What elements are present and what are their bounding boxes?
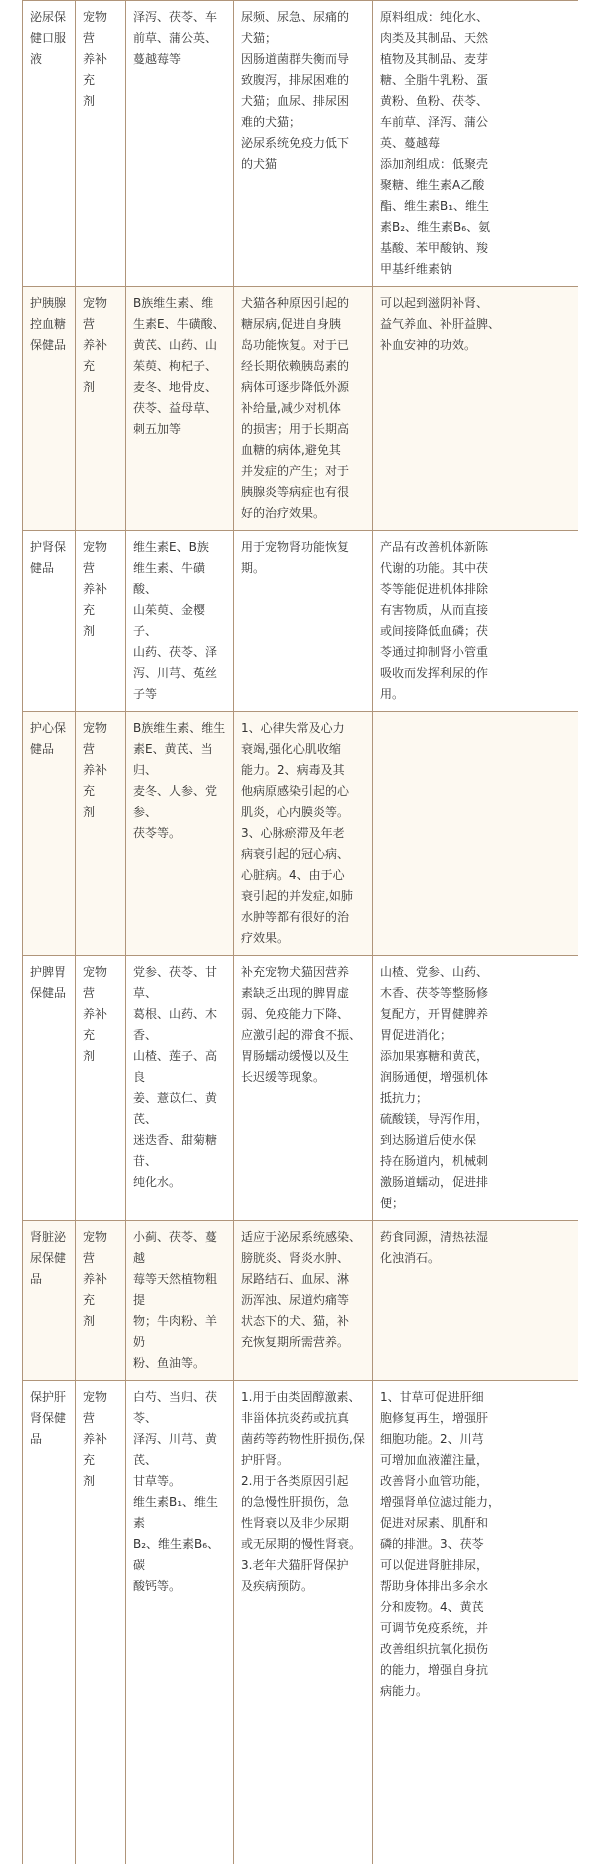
product-name-cell — [23, 712, 76, 956]
table-row — [23, 956, 579, 1221]
indications-text: 用于宠物肾功能恢复 期。 — [241, 540, 350, 575]
product-name-cell — [23, 1221, 76, 1381]
ingredients-cell — [126, 1221, 234, 1381]
product-category-cell — [76, 1221, 126, 1381]
product-name-text: 护胰腺 控血糖 保健品 — [30, 296, 67, 352]
indications-text: 尿频、尿急、尿痛的 犬猫； 因肠道菌群失衡而导 致腹泻，排尿困难的 犬猫；血尿、排尿困 难的犬猫； 泌尿系统免疫力低下 的犬猫 — [241, 10, 350, 171]
indications-text: 1.用于由类固醇激素、 非甾体抗炎药或抗真 菌药等药物性肝损伤,保 护肝肾。 2.用于各类原因引起 的急慢性肝损伤，急 性肾衰以及非少尿期 或无尿期的慢性肾衰。 3.老年犬猫肝肾保护 及疾病预防。 — [241, 1390, 365, 1593]
ingredients-cell — [126, 287, 234, 531]
table-row — [23, 1381, 579, 1864]
product-category-cell — [76, 531, 126, 712]
ingredients-cell — [126, 956, 234, 1221]
indications-cell — [234, 956, 373, 1221]
product-category-cell — [76, 956, 126, 1221]
indications-cell — [234, 1221, 373, 1381]
ingredients-text: B族维生素、维 生素E、牛磺酸、 黄芪、山药、山 茱萸、枸杞子、 麦冬、地骨皮、 茯苓、益母草、 刺五加等 — [133, 296, 225, 436]
product-name-text: 保护肝 肾保健 品 — [30, 1390, 67, 1446]
notes-text: 药食同源，清热祛湿 化浊消石。 — [380, 1230, 489, 1265]
ingredients-text: B族维生素、维生 素E、黄芪、当归、 麦冬、人参、党参、 茯苓等。 — [133, 721, 226, 840]
product-category-text: 宠物营 养补充 剂 — [83, 296, 108, 394]
notes-text: 山楂、党参、山药、 木香、茯苓等整肠修 复配方，开胃健脾养 胃促进消化； 添加果寡糖和黄芪， 润肠通便，增强机体 抵抗力； 硫酸镁，导泻作用， 到达肠道后使水保 持在肠道内，机械刺 激肠道蠕动，促进排 便； — [380, 965, 489, 1210]
notes-text: 1、甘草可促进肝细 胞修复再生，增强肝 细胞功能。2、川芎 可增加血液灌注量， 改善肾小血管功能， 增强肾单位滤过能力， 促进对尿素、肌酐和 磷的排泄。3、茯苓 可以促进肾脏排尿， 帮助身体排出多余水 分和废物。4、黄芪 可调节免疫系统，并 改善组织抗氧化损伤 的能力，增强自身抗 病能力。 — [380, 1390, 501, 1698]
product-name-text: 护肾保 健品 — [30, 540, 67, 575]
product-category-cell — [76, 712, 126, 956]
ingredients-text: 小蓟、茯苓、蔓越 莓等天然植物粗提 物；牛肉粉、羊奶 粉、鱼油等。 — [133, 1230, 218, 1370]
indications-text: 犬猫各种原因引起的 糖尿病,促进自身胰 岛功能恢复。对于已 经长期依赖胰岛素的 病体可逐步降低外源 补给量,减少对机体 的损害；用于长期高 血糖的病体,避免其 并发症的产生；对于 胰腺炎等病症也有很 好的治疗效果。 — [241, 296, 350, 520]
indications-text: 适应于泌尿系统感染、 膀胱炎、肾炎水肿、 尿路结石、血尿、淋 沥浑浊、尿道灼痛等 状态下的犬、猫，补 充恢复期所需营养。 — [241, 1230, 362, 1349]
product-name-cell — [23, 287, 76, 531]
pet-supplement-table — [22, 0, 578, 1864]
notes-cell — [373, 287, 579, 531]
notes-text: 原料组成：纯化水、 肉类及其制品、天然 植物及其制品、麦芽 糖、全脂牛乳粉、蛋 黄粉、鱼粉、茯苓、 车前草、泽泻、蒲公 英、蔓越莓 添加剂组成：低聚壳 聚糖、维生素A乙酸 酯、维生素B₁、维生 素B₂、维生素B₆、氨 基酸、苯甲酸钠、羧 甲基纤维素钠 — [380, 10, 491, 276]
ingredients-cell — [126, 531, 234, 712]
product-name-cell — [23, 1381, 76, 1864]
product-category-text: 宠物营 养补充 剂 — [83, 965, 108, 1063]
indications-cell — [234, 531, 373, 712]
product-name-text: 泌尿保 健口服 液 — [30, 10, 67, 66]
product-name-text: 护心保 健品 — [30, 721, 67, 756]
ingredients-cell — [126, 712, 234, 956]
product-category-text: 宠物营 养补充 剂 — [83, 540, 108, 638]
table-row — [23, 1221, 579, 1381]
table-row — [23, 1, 579, 287]
product-category-text: 宠物营 养补充 剂 — [83, 1230, 108, 1328]
product-name-cell — [23, 531, 76, 712]
indications-cell — [234, 1, 373, 287]
table-row — [23, 712, 579, 956]
product-category-text: 宠物营 养补充 剂 — [83, 721, 108, 819]
indications-cell — [234, 1381, 373, 1864]
table-row — [23, 531, 579, 712]
indications-cell — [234, 712, 373, 956]
product-category-text: 宠物营 养补充 剂 — [83, 10, 108, 108]
notes-text: 可以起到滋阴补肾、 益气养血、补肝益脾、 补血安神的功效。 — [380, 296, 501, 352]
notes-cell — [373, 1381, 579, 1864]
product-category-cell — [76, 1381, 126, 1864]
ingredients-cell — [126, 1381, 234, 1864]
product-name-text: 护脾胃 保健品 — [30, 965, 67, 1000]
notes-text: 产品有改善机体新陈 代谢的功能。其中茯 苓等能促进机体排除 有害物质，从而直接 或间接降低血磷；茯 苓通过抑制肾小管重 吸收而发挥利尿的作 用。 — [380, 540, 489, 701]
ingredients-text: 白芍、当归、茯苓、 泽泻、川芎、黄芪、 甘草等。 维生素B₁、维生素 B₂、维生素B₆、碳 酸钙等。 — [133, 1390, 220, 1593]
notes-cell — [373, 956, 579, 1221]
notes-cell — [373, 1, 579, 287]
notes-cell — [373, 712, 579, 956]
product-category-text: 宠物营 养补充 剂 — [83, 1390, 108, 1488]
product-category-cell — [76, 287, 126, 531]
product-category-cell — [76, 1, 126, 287]
ingredients-cell — [126, 1, 234, 287]
indications-text: 1、心律失常及心力 衰竭,强化心肌收缩 能力。2、病毒及其 他病原感染引起的心 肌炎，心内膜炎等。 3、心脉瘀滞及年老 病衰引起的冠心病、 心脏病。4、由于心 衰引起的并发症,如肺 水肿等都有很好的治 疗效果。 — [241, 721, 353, 945]
product-name-text: 肾脏泌 尿保健 品 — [30, 1230, 67, 1286]
table-row — [23, 287, 579, 531]
indications-cell — [234, 287, 373, 531]
product-name-cell — [23, 1, 76, 287]
indications-text: 补充宠物犬猫因营养 素缺乏出现的脾胃虚 弱、免疫能力下降、 应激引起的滞食不振、 胃肠蠕动缓慢以及生 长迟缓等现象。 — [241, 965, 362, 1084]
product-table-container — [22, 0, 578, 1864]
product-name-cell — [23, 956, 76, 1221]
notes-cell — [373, 531, 579, 712]
notes-cell — [373, 1221, 579, 1381]
ingredients-text: 维生素E、B族 维生素、牛磺酸、 山茱萸、金樱子、 山药、茯苓、泽 泻、川芎、菟丝 子等 — [133, 540, 218, 701]
ingredients-text: 党参、茯苓、甘草、 葛根、山药、木香、 山楂、莲子、高良 姜、薏苡仁、黄芪、 迷迭香、甜菊糖苷、 纯化水。 — [133, 965, 218, 1189]
ingredients-text: 泽泻、茯苓、车 前草、蒲公英、 蔓越莓等 — [133, 10, 218, 66]
